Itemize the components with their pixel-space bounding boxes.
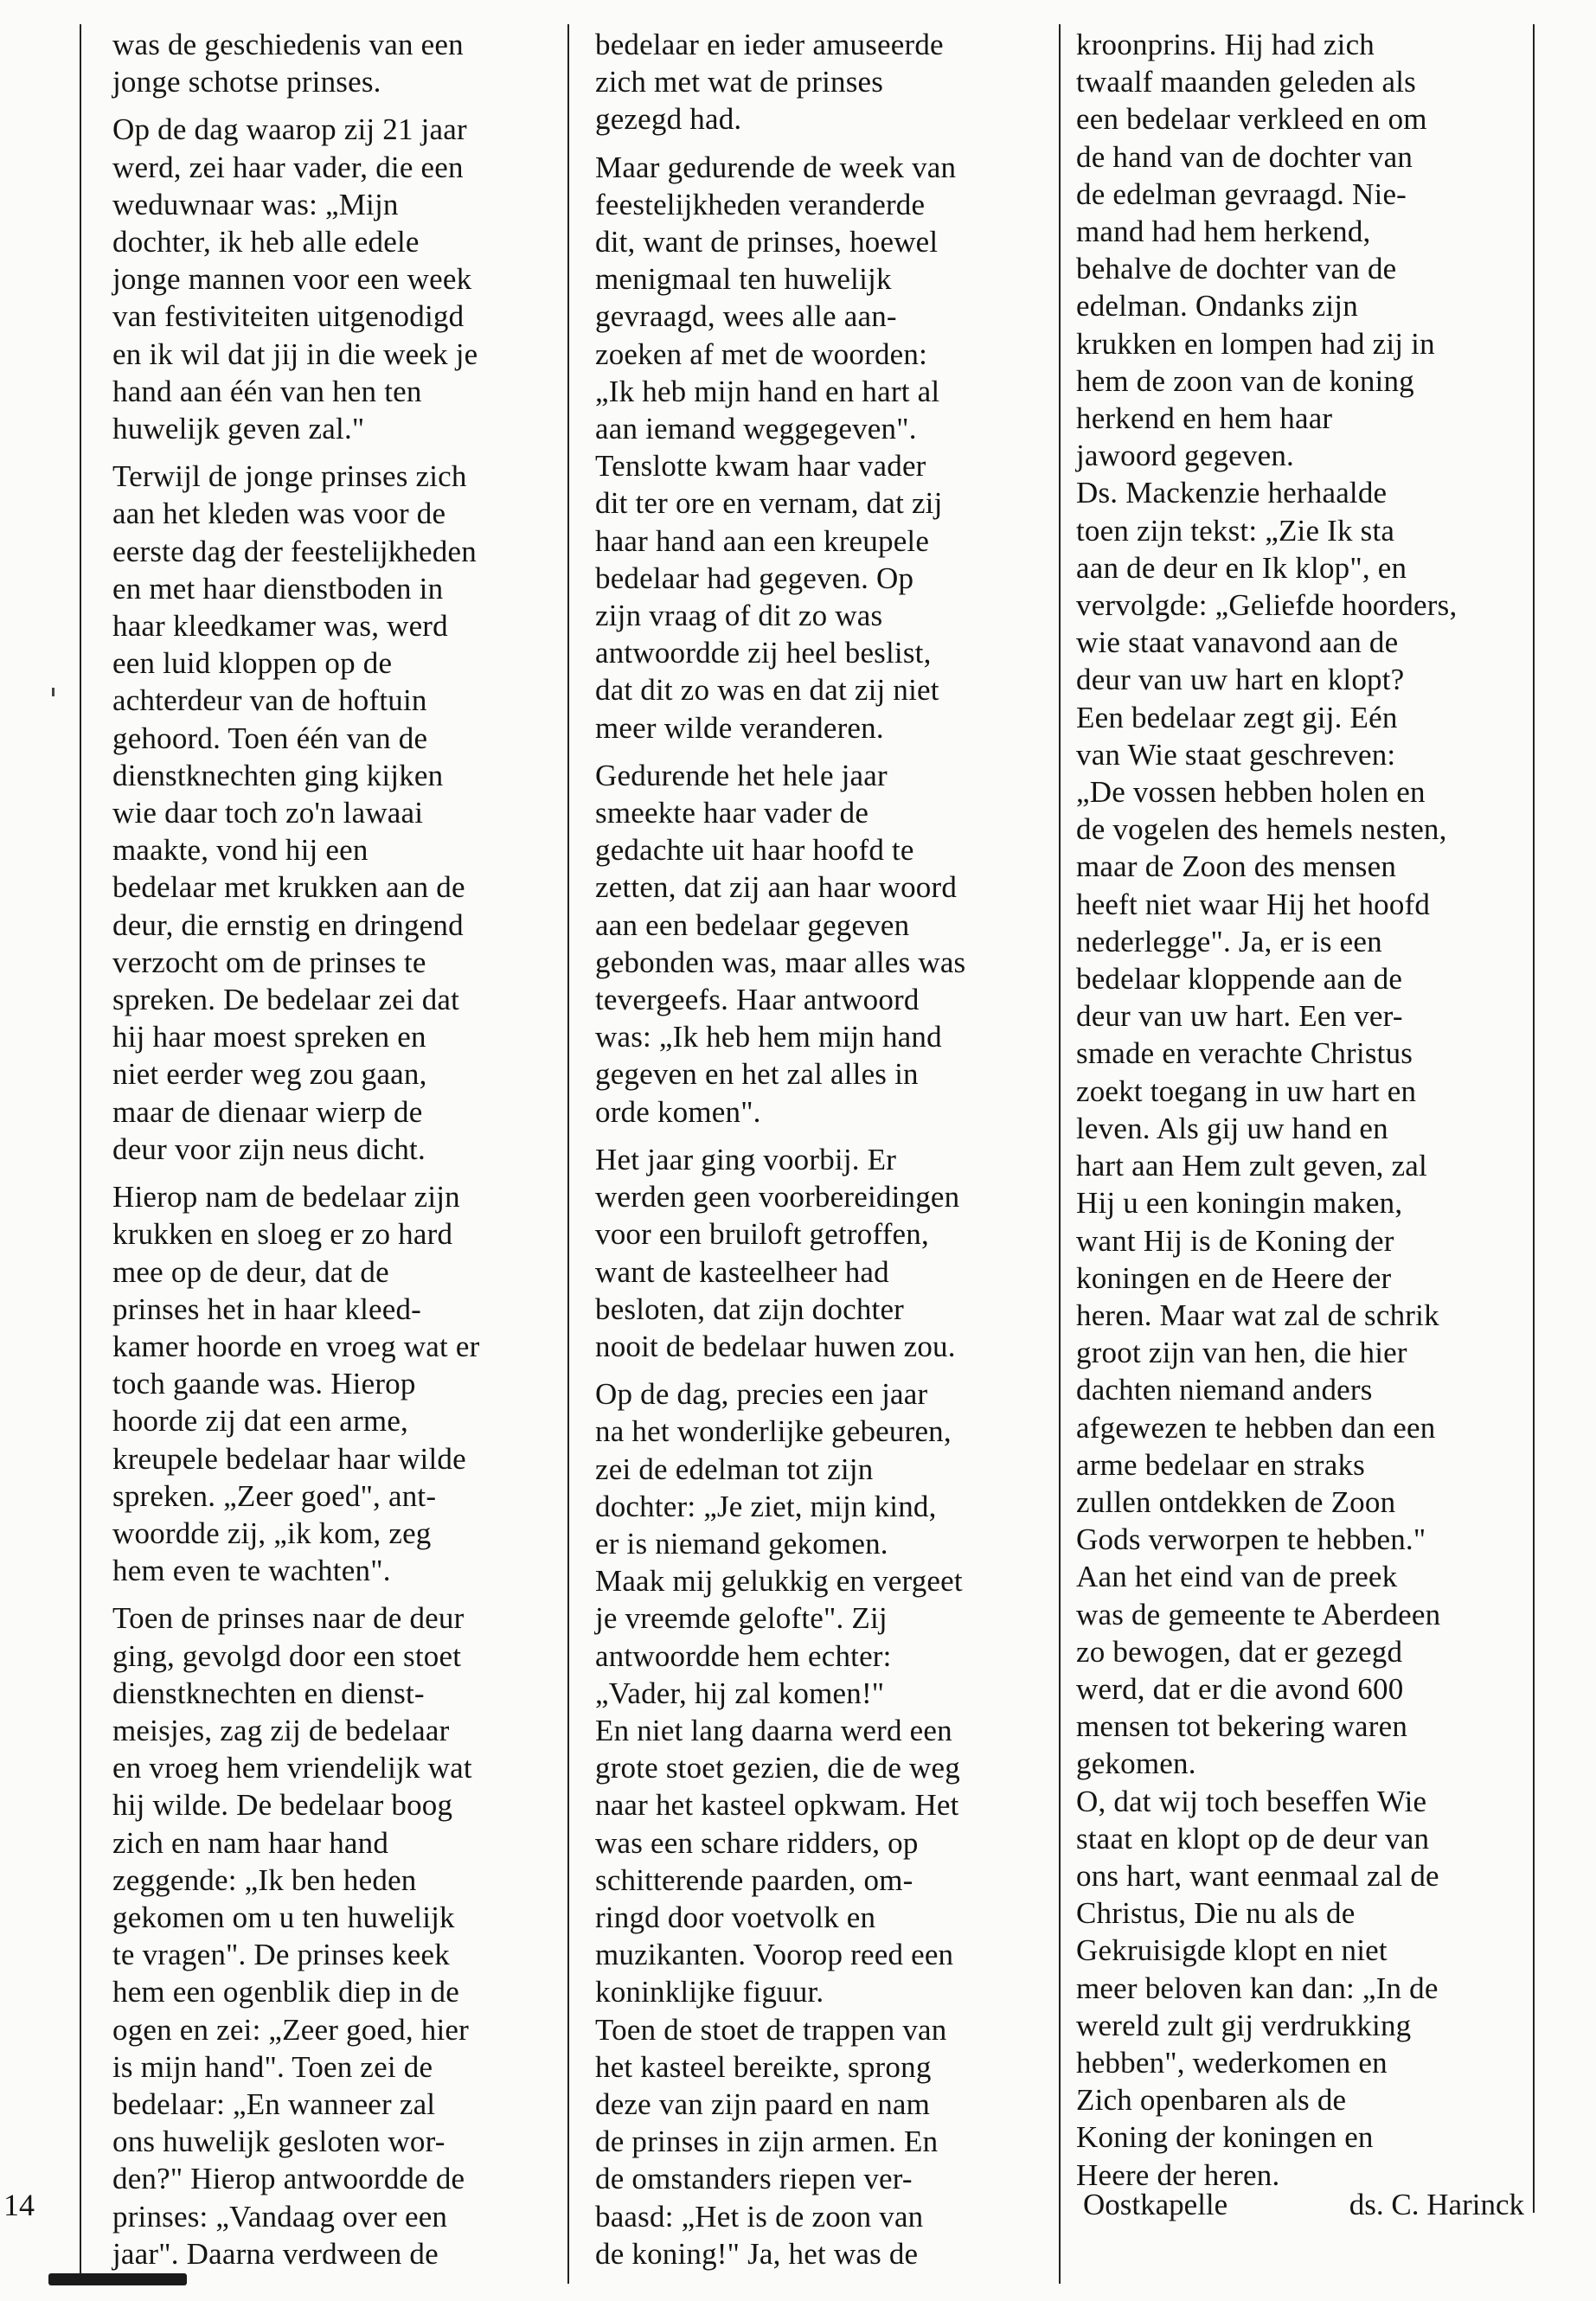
text-line: Maar gedurende de week van bbox=[595, 150, 957, 184]
scan-smudge bbox=[48, 2273, 187, 2285]
text-line: de koning!" Ja, het was de bbox=[595, 2236, 919, 2271]
text-line: Ds. Mackenzie herhaalde bbox=[1076, 476, 1388, 510]
text-line: ging, gevolgd door een stoet bbox=[112, 1638, 462, 1673]
text-line: hebben", wederkomen en bbox=[1076, 2045, 1388, 2080]
text-line: Tenslotte kwam haar vader bbox=[595, 449, 926, 484]
text-line: wereld zult gij verdrukking bbox=[1076, 2008, 1412, 2042]
text-line: „Vader, hij zal komen!" bbox=[595, 1676, 885, 1710]
text-line: Gedurende het hele jaar bbox=[595, 758, 888, 792]
text-line: jaar". Daarna verdween de bbox=[112, 2236, 439, 2271]
text-line: hart aan Hem zult geven, zal bbox=[1076, 1149, 1427, 1183]
text-line: dit, want de prinses, hoewel bbox=[595, 225, 939, 260]
text-line: kreupele bedelaar haar wilde bbox=[112, 1441, 466, 1476]
text-line: werd, dat er die avond 600 bbox=[1076, 1671, 1404, 1706]
text-line: deur van uw hart. Een ver- bbox=[1076, 999, 1403, 1034]
text-line: jonge schotse prinses. bbox=[112, 65, 381, 99]
text-line: dochter, ik heb alle edele bbox=[112, 225, 420, 260]
text-line: mand had hem herkend, bbox=[1076, 215, 1371, 249]
text-line: deur, die ernstig en dringend bbox=[112, 907, 464, 942]
text-line: de prinses in zijn armen. En bbox=[595, 2125, 939, 2159]
text-line: ringd door voetvolk en bbox=[595, 1900, 876, 1934]
text-line: Hierop nam de bedelaar zijn bbox=[112, 1180, 460, 1215]
text-line: hand aan één van hen ten bbox=[112, 374, 422, 408]
text-line: was de gemeente te Aberdeen bbox=[1076, 1597, 1441, 1631]
text-line: zich met wat de prinses bbox=[595, 65, 884, 99]
text-line: hem de zoon van de koning bbox=[1076, 363, 1414, 398]
text-line: tevergeefs. Haar antwoord bbox=[595, 983, 920, 1017]
text-line: maar de dienaar wierp de bbox=[112, 1094, 423, 1129]
column-rule bbox=[1059, 24, 1061, 2284]
text-line: van festiviteiten uitgenodigd bbox=[112, 299, 465, 334]
text-line: zijn vraag of dit zo was bbox=[595, 599, 883, 633]
paragraph bbox=[112, 1178, 562, 1589]
text-line: naar het kasteel opkwam. Het bbox=[595, 1788, 959, 1823]
text-line: zo bewogen, dat er gezegd bbox=[1076, 1634, 1403, 1669]
text-line: zetten, dat zij aan haar woord bbox=[595, 870, 958, 905]
text-line: nederlegge". Ja, er is een bbox=[1076, 924, 1382, 958]
text-line: zei de edelman tot zijn bbox=[595, 1452, 874, 1486]
text-line: aan iemand weggegeven". bbox=[595, 412, 917, 446]
text-line: dachten niemand anders bbox=[1076, 1373, 1373, 1407]
text-line: schitterende paarden, om- bbox=[595, 1862, 913, 1897]
column-rule bbox=[80, 24, 81, 2284]
text-line: woordde zij, „ik kom, zeg bbox=[112, 1516, 432, 1550]
text-line: En niet lang daarna werd een bbox=[595, 1713, 952, 1747]
text-line: gedachte uit haar hoofd te bbox=[595, 833, 914, 868]
text-line: en ik wil dat jij in die week je bbox=[112, 336, 478, 371]
text-line: een bedelaar verkleed en om bbox=[1076, 102, 1427, 137]
paragraph bbox=[595, 757, 1058, 1131]
text-line: orde komen". bbox=[595, 1094, 761, 1129]
text-line: niet eerder weg zou gaan, bbox=[112, 1057, 427, 1092]
text-line: prinses het in haar kleed- bbox=[112, 1292, 422, 1326]
text-line: hij wilde. De bedelaar boog bbox=[112, 1788, 453, 1823]
text-line: groot zijn van hen, die hier bbox=[1076, 1336, 1407, 1370]
text-line: want de kasteelheer had bbox=[595, 1254, 889, 1289]
text-line: meer wilde veranderen. bbox=[595, 710, 884, 745]
text-line: Een bedelaar zegt gij. Eén bbox=[1076, 700, 1398, 734]
text-line: bedelaar kloppende aan de bbox=[1076, 962, 1403, 997]
text-line: na het wonderlijke gebeuren, bbox=[595, 1414, 952, 1449]
text-line: achterdeur van de hoftuin bbox=[112, 683, 427, 718]
text-line: want Hij is de Koning der bbox=[1076, 1223, 1394, 1258]
text-line: baasd: „Het is de zoon van bbox=[595, 2199, 924, 2234]
text-line: hem even te wachten". bbox=[112, 1554, 391, 1588]
text-line: „De vossen hebben holen en bbox=[1076, 775, 1426, 810]
text-line: eerste dag der feestelijkheden bbox=[112, 534, 477, 568]
text-line: aan een bedelaar gegeven bbox=[595, 907, 910, 942]
text-line: verzocht om de prinses te bbox=[112, 945, 426, 979]
text-line: zoekt toegang in uw hart en bbox=[1076, 1074, 1417, 1108]
signature-place: Oostkapelle bbox=[1083, 2188, 1228, 2221]
text-line: en met haar dienstboden in bbox=[112, 571, 444, 606]
text-line: deur voor zijn neus dicht. bbox=[112, 1131, 426, 1166]
text-line: Terwijl de jonge prinses zich bbox=[112, 459, 467, 494]
text-line: de omstanders riepen ver- bbox=[595, 2162, 913, 2196]
text-line: smade en verachte Christus bbox=[1076, 1036, 1413, 1071]
text-line: gehoord. Toen één van de bbox=[112, 721, 428, 755]
text-line: dienstknechten en dienst- bbox=[112, 1676, 425, 1710]
text-line: dit ter ore en vernam, dat zij bbox=[595, 486, 943, 521]
text-line: Christus, Die nu als de bbox=[1076, 1896, 1356, 1931]
text-line: wie daar toch zo'n lawaai bbox=[112, 796, 424, 830]
text-line: wie staat vanavond aan de bbox=[1076, 625, 1399, 660]
text-line: zoeken af met de woorden: bbox=[595, 336, 928, 371]
text-line: deze van zijn paard en nam bbox=[595, 2086, 931, 2121]
text-line: arme bedelaar en straks bbox=[1076, 1447, 1366, 1482]
text-line: deur van uw hart en klopt? bbox=[1076, 663, 1405, 697]
text-line: dienstknechten ging kijken bbox=[112, 758, 444, 792]
text-line: hij haar moest spreken en bbox=[112, 1020, 426, 1054]
text-line: staat en klopt op de deur van bbox=[1076, 1821, 1430, 1856]
text-line: aan het kleden was voor de bbox=[112, 497, 446, 531]
text-line: bedelaar: „En wanneer zal bbox=[112, 2086, 436, 2121]
text-line: Koning der koningen en bbox=[1076, 2120, 1374, 2155]
text-line: bedelaar en ieder amuseerde bbox=[595, 28, 944, 61]
text-line: spreken. De bedelaar zei dat bbox=[112, 983, 460, 1017]
text-line: er is niemand gekomen. bbox=[595, 1526, 888, 1561]
text-line: mensen tot bekering waren bbox=[1076, 1709, 1408, 1744]
text-line: aan de deur en Ik klop", en bbox=[1076, 550, 1407, 585]
text-line: Hij u een koningin maken, bbox=[1076, 1186, 1403, 1221]
text-line: bedelaar met krukken aan de bbox=[112, 870, 465, 905]
text-line: is mijn hand". Toen zei de bbox=[112, 2049, 433, 2084]
text-line: maar de Zoon des mensen bbox=[1076, 849, 1397, 884]
text-line: feestelijkheden veranderde bbox=[595, 187, 926, 221]
paragraph bbox=[595, 1141, 1058, 1365]
text-line: edelman. Ondanks zijn bbox=[1076, 289, 1358, 324]
text-line: ogen en zei: „Zeer goed, hier bbox=[112, 2012, 469, 2047]
text-line: kamer hoorde en vroeg wat er bbox=[112, 1329, 480, 1363]
text-line: werd, zei haar vader, die een bbox=[112, 150, 464, 184]
text-line: hem een ogenblik diep in de bbox=[112, 1975, 459, 2009]
paragraph bbox=[112, 458, 562, 1168]
text-line: „Ik heb mijn hand en hart al bbox=[595, 374, 940, 408]
paragraph bbox=[112, 111, 562, 447]
paragraph bbox=[1076, 26, 1533, 2194]
text-line: was: „Ik heb hem mijn hand bbox=[595, 1020, 942, 1054]
text-line: toch gaande was. Hierop bbox=[112, 1367, 416, 1401]
text-line: weduwnaar was: „Mijn bbox=[112, 187, 399, 221]
text-line: meisjes, zag zij de bedelaar bbox=[112, 1713, 450, 1747]
text-line: gekomen. bbox=[1076, 1747, 1196, 1781]
text-line: koninklijke figuur. bbox=[595, 1975, 824, 2009]
text-line: ons huwelijk gesloten wor- bbox=[112, 2125, 445, 2159]
text-line: krukken en lompen had zij in bbox=[1076, 326, 1435, 361]
text-line: Toen de stoet de trappen van bbox=[595, 2012, 947, 2047]
text-line: smeekte haar vader de bbox=[595, 796, 869, 830]
text-line: te vragen". De prinses keek bbox=[112, 1938, 450, 1972]
text-line: zullen ontdekken de Zoon bbox=[1076, 1484, 1396, 1519]
text-line: vervolgde: „Geliefde hoorders, bbox=[1076, 588, 1458, 623]
text-line: menigmaal ten huwelijk bbox=[595, 262, 892, 297]
text-line: maakte, vond hij een bbox=[112, 833, 369, 868]
text-line: haar kleedkamer was, werd bbox=[112, 609, 448, 644]
text-line: Toen de prinses naar de deur bbox=[112, 1601, 465, 1636]
paragraph bbox=[112, 26, 562, 100]
text-line: Op de dag waarop zij 21 jaar bbox=[112, 112, 467, 147]
scan-speck bbox=[52, 688, 54, 696]
text-line: voor een bruiloft getroffen, bbox=[595, 1217, 929, 1252]
text-line: afgewezen te hebben dan een bbox=[1076, 1410, 1436, 1445]
text-line: Op de dag, precies een jaar bbox=[595, 1377, 928, 1412]
text-line: dat dit zo was en dat zij niet bbox=[595, 673, 939, 708]
text-line: heren. Maar wat zal de schrik bbox=[1076, 1298, 1439, 1332]
text-line: gekomen om u ten huwelijk bbox=[112, 1900, 455, 1934]
text-line: de edelman gevraagd. Nie- bbox=[1076, 176, 1407, 211]
text-line: ons hart, want eenmaal zal de bbox=[1076, 1858, 1439, 1893]
text-line: de vogelen des hemels nesten, bbox=[1076, 812, 1447, 847]
text-line: huwelijk geven zal." bbox=[112, 412, 365, 446]
text-line: Zich openbaren als de bbox=[1076, 2083, 1347, 2118]
text-line: van Wie staat geschreven: bbox=[1076, 737, 1396, 772]
text-line: herkend en hem haar bbox=[1076, 401, 1333, 436]
text-line: heeft niet waar Hij het hoofd bbox=[1076, 887, 1431, 921]
text-line: jawoord gegeven. bbox=[1076, 439, 1294, 473]
text-line: jonge mannen voor een week bbox=[112, 262, 472, 297]
text-line: antwoordde zij heel beslist, bbox=[595, 636, 932, 670]
text-line: den?" Hierop antwoordde de bbox=[112, 2162, 465, 2196]
text-line: was de geschiedenis van een bbox=[112, 28, 464, 61]
text-line: toen zijn tekst: „Zie Ik sta bbox=[1076, 513, 1395, 548]
text-line: mee op de deur, dat de bbox=[112, 1254, 389, 1289]
text-line: Maak mij gelukkig en vergeet bbox=[595, 1564, 963, 1599]
text-line: Het jaar ging voorbij. Er bbox=[595, 1142, 897, 1176]
paragraph bbox=[112, 1599, 562, 2272]
page-number: 14 bbox=[3, 2188, 35, 2222]
text-line: leven. Als gij uw hand en bbox=[1076, 1111, 1388, 1145]
text-line: nooit de bedelaar huwen zou. bbox=[595, 1329, 956, 1363]
text-line: zeggende: „Ik ben heden bbox=[112, 1862, 417, 1897]
text-line: bedelaar had gegeven. Op bbox=[595, 561, 914, 595]
text-line: meer beloven kan dan: „In de bbox=[1076, 1971, 1439, 2005]
text-line: een luid kloppen op de bbox=[112, 646, 393, 681]
column-rule bbox=[1533, 24, 1535, 2213]
text-line: hoorde zij dat een arme, bbox=[112, 1404, 408, 1439]
paragraph bbox=[595, 149, 1058, 747]
text-line: was een schare ridders, op bbox=[595, 1825, 919, 1860]
text-line: gezegd had. bbox=[595, 102, 742, 137]
text-line: O, dat wij toch beseffen Wie bbox=[1076, 1784, 1427, 1818]
text-line: kroonprins. Hij had zich bbox=[1076, 28, 1375, 61]
text-line: Gods verworpen te hebben." bbox=[1076, 1522, 1426, 1557]
text-line: prinses: „Vandaag over een bbox=[112, 2199, 448, 2234]
paragraph bbox=[595, 1375, 1058, 2272]
text-line: dochter: „Je ziet, mijn kind, bbox=[595, 1489, 937, 1523]
text-line: het kasteel bereikte, sprong bbox=[595, 2049, 932, 2084]
text-line: muzikanten. Voorop reed een bbox=[595, 1938, 954, 1972]
text-line: besloten, dat zijn dochter bbox=[595, 1292, 905, 1326]
text-line: spreken. „Zeer goed", ant- bbox=[112, 1478, 437, 1513]
text-line: je vreemde gelofte". Zij bbox=[595, 1601, 888, 1636]
text-line: grote stoet gezien, die de weg bbox=[595, 1751, 960, 1785]
text-column-3 bbox=[1076, 26, 1533, 2194]
column-rule bbox=[567, 24, 569, 2284]
text-line: en vroeg hem vriendelijk wat bbox=[112, 1751, 472, 1785]
text-line: koningen en de Heere der bbox=[1076, 1260, 1392, 1295]
text-line: Aan het eind van de preek bbox=[1076, 1560, 1398, 1594]
text-line: zich en nam haar hand bbox=[112, 1825, 389, 1860]
text-line: werden geen voorbereidingen bbox=[595, 1180, 960, 1215]
text-line: haar hand aan een kreupele bbox=[595, 523, 930, 558]
text-line: twaalf maanden geleden als bbox=[1076, 65, 1416, 99]
text-line: gegeven en het zal alles in bbox=[595, 1057, 919, 1092]
text-line: gebonden was, maar alles was bbox=[595, 945, 966, 979]
signature-author: ds. C. Harinck bbox=[1349, 2188, 1524, 2221]
text-line: behalve de dochter van de bbox=[1076, 252, 1397, 286]
text-line: Gekruisigde klopt en niet bbox=[1076, 1933, 1388, 1968]
text-column-2 bbox=[595, 26, 1058, 2283]
text-line: de hand van de dochter van bbox=[1076, 139, 1413, 174]
text-line: krukken en sloeg er zo hard bbox=[112, 1217, 453, 1252]
text-line: Heere der heren. bbox=[1076, 2157, 1280, 2192]
text-column-1 bbox=[112, 26, 562, 2283]
text-line: gevraagd, wees alle aan- bbox=[595, 299, 897, 334]
text-line: antwoordde hem echter: bbox=[595, 1638, 892, 1673]
paragraph bbox=[595, 26, 1058, 138]
